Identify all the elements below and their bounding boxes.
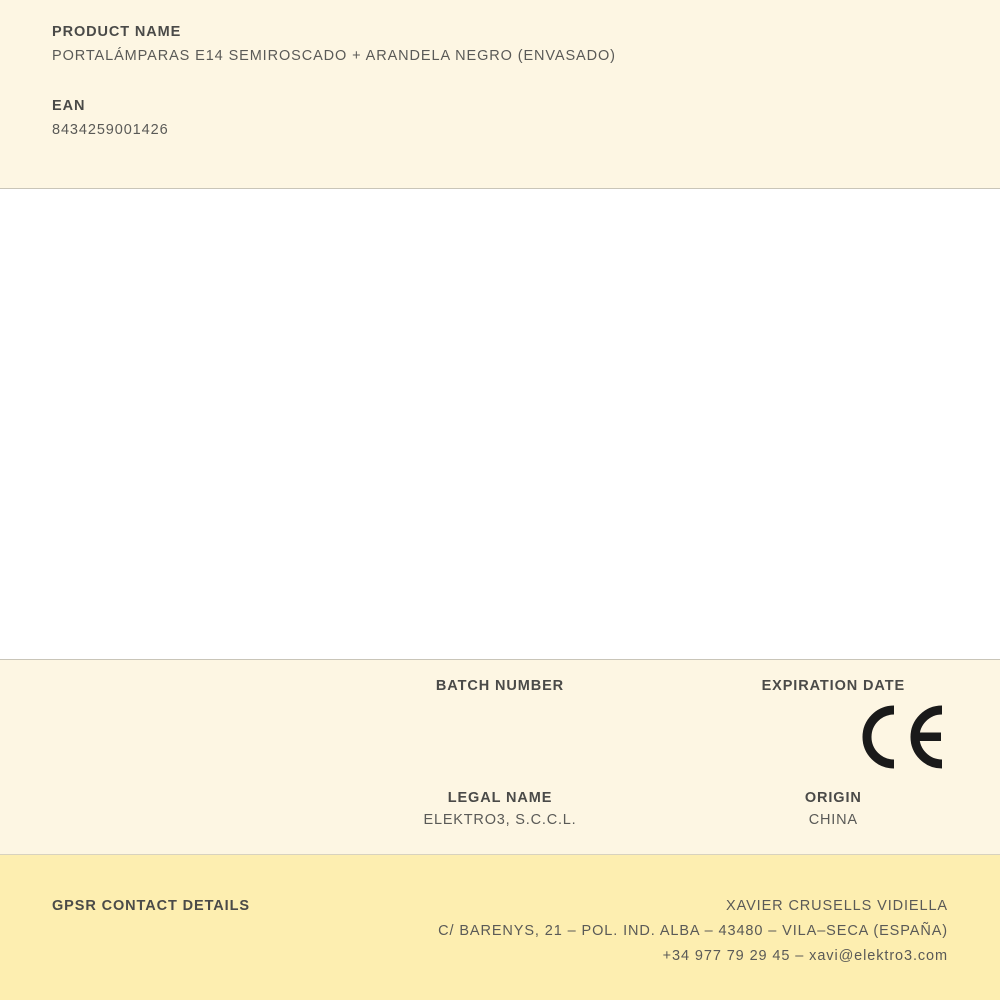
gpsr-contact-name: XAVIER CRUSELLS VIDIELLA [726,898,948,914]
expiration-date-label: EXPIRATION DATE [761,678,906,694]
legal-name-label: LEGAL NAME [447,790,553,806]
gpsr-contact-label: GPSR CONTACT DETAILS [52,898,250,914]
info-row-batch-expiration [0,678,1000,718]
product-info-block [0,660,1000,855]
legal-name-value: ELEKTRO3, S.C.C.L. [423,812,577,828]
product-name-field [52,24,948,64]
ean-label: EAN [52,98,86,114]
origin-cell [667,790,1000,830]
legal-name-cell [333,790,666,830]
info-cell-empty-left-2 [0,790,333,830]
ce-marking-icon [858,702,948,772]
ean-value: 8434259001426 [52,122,169,138]
product-name-value: PORTALÁMPARAS E14 SEMIROSCADO + ARANDELA NEGRO (ENVASADO) [52,48,616,64]
gpsr-contact-address: C/ BARENYS, 21 – POL. IND. ALBA – 43480 – VILA–SECA (ESPAÑA) [438,923,948,939]
gpsr-contact-details [438,873,948,964]
origin-label: ORIGIN [804,790,862,806]
origin-value: CHINA [808,812,858,828]
product-header-block [0,0,1000,189]
gpsr-footer [0,855,1000,1000]
product-name-label: PRODUCT NAME [52,24,182,40]
batch-number-label: BATCH NUMBER [435,678,565,694]
batch-number-value [343,700,656,718]
batch-number-cell [333,678,666,718]
gpsr-contact-phone-email: +34 977 79 29 45 – xavi@elektro3.com [662,948,948,964]
ean-field [52,98,948,138]
info-cell-empty-left [0,678,333,718]
expiration-date-cell [667,678,1000,718]
info-row-legal-origin [0,790,1000,830]
product-image-area [0,189,1000,660]
